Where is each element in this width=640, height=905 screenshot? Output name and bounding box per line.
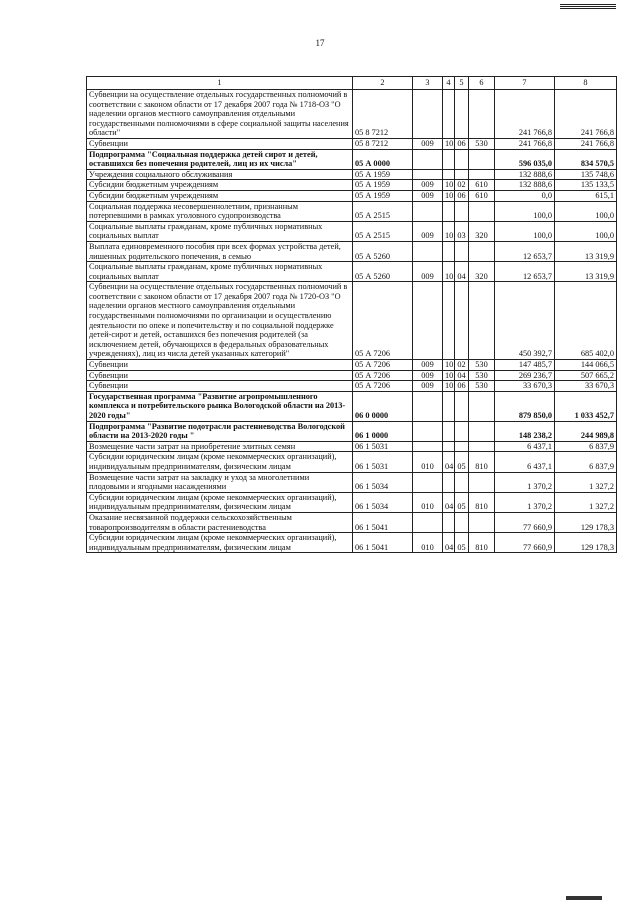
expense-type-cell <box>469 201 495 221</box>
table-header-row <box>87 77 617 90</box>
subsection-code-cell: 06 <box>455 381 469 392</box>
subsection-code-cell <box>455 472 469 492</box>
column-header: 7 <box>495 77 555 90</box>
row-name-cell: Субсидии юридическим лицам (кроме некоммерческих организаций), индивидуальным предпринимателям, физическим лицам <box>87 452 353 472</box>
target-article-cell: 05 А 7206 <box>353 282 413 360</box>
table-row <box>87 190 617 201</box>
expense-type-cell: 530 <box>469 138 495 149</box>
row-name-cell: Оказание несвязанной поддержки сельскохозяйственным товаропроизводителям в области растениеводства <box>87 512 353 532</box>
page-number: 17 <box>315 38 325 48</box>
table-row <box>87 492 617 512</box>
table-row <box>87 138 617 149</box>
department-code-cell: 009 <box>413 381 443 392</box>
department-code-cell: 010 <box>413 452 443 472</box>
amount-year1-cell: 241 766,8 <box>495 90 555 139</box>
column-header: 4 <box>443 77 455 90</box>
row-name-cell: Учреждения социального обслуживания <box>87 169 353 180</box>
target-article-cell: 06 1 5041 <box>353 512 413 532</box>
subsection-code-cell: 06 <box>455 138 469 149</box>
subsection-code-cell: 06 <box>455 190 469 201</box>
amount-year1-cell: 0,0 <box>495 190 555 201</box>
expense-type-cell <box>469 421 495 441</box>
subsection-code-cell <box>455 441 469 452</box>
department-code-cell: 009 <box>413 370 443 381</box>
department-code-cell <box>413 201 443 221</box>
amount-year2-cell: 100,0 <box>555 201 617 221</box>
table-row <box>87 441 617 452</box>
department-code-cell: 009 <box>413 190 443 201</box>
amount-year2-cell: 135 133,5 <box>555 180 617 191</box>
expense-type-cell: 810 <box>469 533 495 553</box>
section-code-cell <box>443 282 455 360</box>
department-code-cell: 009 <box>413 221 443 241</box>
department-code-cell <box>413 169 443 180</box>
target-article-cell: 05 А 5260 <box>353 262 413 282</box>
row-name-cell: Субвенции <box>87 370 353 381</box>
amount-year1-cell: 100,0 <box>495 201 555 221</box>
section-code-cell: 10 <box>443 221 455 241</box>
amount-year2-cell: 1 327,2 <box>555 492 617 512</box>
amount-year2-cell: 33 670,3 <box>555 381 617 392</box>
column-header: 8 <box>555 77 617 90</box>
target-article-cell: 06 1 5031 <box>353 441 413 452</box>
target-article-cell: 06 1 5034 <box>353 492 413 512</box>
table-row <box>87 370 617 381</box>
target-article-cell: 06 0 0000 <box>353 391 413 421</box>
row-name-cell: Социальные выплаты гражданам, кроме публичных нормативных социальных выплат <box>87 262 353 282</box>
table-row <box>87 421 617 441</box>
amount-year1-cell: 12 653,7 <box>495 262 555 282</box>
department-code-cell: 010 <box>413 492 443 512</box>
department-code-cell <box>413 90 443 139</box>
amount-year1-cell: 77 660,9 <box>495 533 555 553</box>
section-code-cell: 04 <box>443 533 455 553</box>
row-name-cell: Социальные выплаты гражданам, кроме публичных нормативных социальных выплат <box>87 221 353 241</box>
expense-type-cell: 610 <box>469 190 495 201</box>
target-article-cell: 05 А 1959 <box>353 169 413 180</box>
amount-year2-cell: 241 766,8 <box>555 138 617 149</box>
table-row <box>87 282 617 360</box>
target-article-cell: 06 1 5041 <box>353 533 413 553</box>
expense-type-cell: 530 <box>469 370 495 381</box>
section-code-cell: 10 <box>443 190 455 201</box>
target-article-cell: 05 А 0000 <box>353 149 413 169</box>
target-article-cell: 06 1 5031 <box>353 452 413 472</box>
section-code-cell <box>443 512 455 532</box>
section-code-cell <box>443 441 455 452</box>
subsection-code-cell <box>455 282 469 360</box>
expense-type-cell <box>469 512 495 532</box>
row-name-cell: Возмещение части затрат на закладку и уход за многолетними плодовыми и ягодными насаждениями <box>87 472 353 492</box>
section-code-cell <box>443 149 455 169</box>
department-code-cell: 009 <box>413 262 443 282</box>
table-row <box>87 391 617 421</box>
amount-year2-cell: 135 748,6 <box>555 169 617 180</box>
table-row <box>87 360 617 371</box>
expense-type-cell: 320 <box>469 262 495 282</box>
row-name-cell: Субсидии юридическим лицам (кроме некоммерческих организаций), индивидуальным предпринимателям, физическим лицам <box>87 492 353 512</box>
section-code-cell <box>443 472 455 492</box>
department-code-cell: 010 <box>413 533 443 553</box>
table-row <box>87 90 617 139</box>
expense-type-cell <box>469 472 495 492</box>
subsection-code-cell: 02 <box>455 360 469 371</box>
row-name-cell: Социальная поддержка несовершеннолетним, признанным потерпевшими в рамках уголовного судопроизводства <box>87 201 353 221</box>
row-name-cell: Субсидии юридическим лицам (кроме некоммерческих организаций), индивидуальным предпринимателям, физическим лицам <box>87 533 353 553</box>
column-header: 2 <box>353 77 413 90</box>
target-article-cell: 05 А 5260 <box>353 241 413 261</box>
table-row <box>87 241 617 261</box>
subsection-code-cell <box>455 90 469 139</box>
subsection-code-cell <box>455 169 469 180</box>
target-article-cell: 06 1 0000 <box>353 421 413 441</box>
table-row <box>87 180 617 191</box>
amount-year1-cell: 1 370,2 <box>495 492 555 512</box>
table-row <box>87 149 617 169</box>
table-row <box>87 262 617 282</box>
amount-year1-cell: 6 437,1 <box>495 452 555 472</box>
subsection-code-cell: 04 <box>455 262 469 282</box>
section-code-cell: 10 <box>443 381 455 392</box>
amount-year1-cell: 596 035,0 <box>495 149 555 169</box>
section-code-cell <box>443 201 455 221</box>
row-name-cell: Субсидии бюджетным учреждениям <box>87 180 353 191</box>
row-name-cell: Субвенции на осуществление отдельных государственных полномочий в соответствии с законом области от 17 декабря 2007 года № 1720-ОЗ "О наделении органов местного самоуправления отдельными государственными полномочиями по организации и осуществлению деятельности по опеке и попечительству и по социальной поддержке детей-сирот и детей, оставшихся без попечения родителей (за исключением детей, обучающихся в федеральных образовательных учреждениях), лиц из числа детей указанных категорий" <box>87 282 353 360</box>
amount-year1-cell: 450 392,7 <box>495 282 555 360</box>
expense-type-cell: 530 <box>469 360 495 371</box>
subsection-code-cell: 02 <box>455 180 469 191</box>
subsection-code-cell: 05 <box>455 492 469 512</box>
expense-type-cell <box>469 90 495 139</box>
section-code-cell <box>443 241 455 261</box>
column-header: 1 <box>87 77 353 90</box>
scan-mark-bottom <box>566 896 602 900</box>
expense-type-cell <box>469 169 495 180</box>
target-article-cell: 05 8 7212 <box>353 90 413 139</box>
table-row <box>87 512 617 532</box>
scan-mark-top <box>560 4 616 9</box>
subsection-code-cell: 03 <box>455 221 469 241</box>
amount-year1-cell: 148 238,2 <box>495 421 555 441</box>
amount-year1-cell: 879 850,0 <box>495 391 555 421</box>
amount-year2-cell: 13 319,9 <box>555 241 617 261</box>
amount-year2-cell: 507 665,2 <box>555 370 617 381</box>
amount-year2-cell: 834 570,5 <box>555 149 617 169</box>
amount-year2-cell: 6 837,9 <box>555 441 617 452</box>
row-name-cell: Подпрограмма "Развитие подотрасли растениеводства Вологодской области на 2013-2020 годы " <box>87 421 353 441</box>
amount-year1-cell: 12 653,7 <box>495 241 555 261</box>
department-code-cell <box>413 512 443 532</box>
row-name-cell: Возмещение части затрат на приобретение элитных семян <box>87 441 353 452</box>
department-code-cell <box>413 149 443 169</box>
department-code-cell <box>413 441 443 452</box>
section-code-cell: 10 <box>443 138 455 149</box>
expense-type-cell: 810 <box>469 452 495 472</box>
subsection-code-cell <box>455 241 469 261</box>
target-article-cell: 05 А 1959 <box>353 180 413 191</box>
department-code-cell <box>413 391 443 421</box>
subsection-code-cell: 05 <box>455 452 469 472</box>
target-article-cell: 05 А 2515 <box>353 201 413 221</box>
amount-year2-cell: 241 766,8 <box>555 90 617 139</box>
department-code-cell: 009 <box>413 180 443 191</box>
expense-type-cell: 810 <box>469 492 495 512</box>
amount-year2-cell: 144 066,5 <box>555 360 617 371</box>
amount-year1-cell: 6 437,1 <box>495 441 555 452</box>
target-article-cell: 05 А 2515 <box>353 221 413 241</box>
expense-type-cell <box>469 149 495 169</box>
row-name-cell: Субвенции <box>87 138 353 149</box>
table-row <box>87 533 617 553</box>
target-article-cell: 05 А 7206 <box>353 370 413 381</box>
subsection-code-cell: 04 <box>455 370 469 381</box>
row-name-cell: Субвенции <box>87 360 353 371</box>
expense-type-cell: 530 <box>469 381 495 392</box>
amount-year2-cell: 100,0 <box>555 221 617 241</box>
section-code-cell: 10 <box>443 360 455 371</box>
expense-type-cell: 610 <box>469 180 495 191</box>
amount-year1-cell: 77 660,9 <box>495 512 555 532</box>
section-code-cell: 10 <box>443 180 455 191</box>
target-article-cell: 06 1 5034 <box>353 472 413 492</box>
amount-year2-cell: 13 319,9 <box>555 262 617 282</box>
subsection-code-cell <box>455 391 469 421</box>
section-code-cell <box>443 421 455 441</box>
amount-year1-cell: 132 888,6 <box>495 180 555 191</box>
section-code-cell: 10 <box>443 370 455 381</box>
department-code-cell <box>413 241 443 261</box>
department-code-cell <box>413 421 443 441</box>
row-name-cell: Субсидии бюджетным учреждениям <box>87 190 353 201</box>
row-name-cell: Государственная программа "Развитие агропромышленного комплекса и потребительского рынка Вологодской области на 2013-2020 годы" <box>87 391 353 421</box>
amount-year2-cell: 6 837,9 <box>555 452 617 472</box>
subsection-code-cell <box>455 421 469 441</box>
column-header: 6 <box>469 77 495 90</box>
target-article-cell: 05 А 7206 <box>353 381 413 392</box>
amount-year1-cell: 132 888,6 <box>495 169 555 180</box>
amount-year2-cell: 129 178,3 <box>555 512 617 532</box>
table-row <box>87 201 617 221</box>
amount-year1-cell: 1 370,2 <box>495 472 555 492</box>
amount-year1-cell: 241 766,8 <box>495 138 555 149</box>
subsection-code-cell: 05 <box>455 533 469 553</box>
amount-year1-cell: 269 236,7 <box>495 370 555 381</box>
amount-year2-cell: 129 178,3 <box>555 533 617 553</box>
amount-year2-cell: 1 033 452,7 <box>555 391 617 421</box>
amount-year2-cell: 1 327,2 <box>555 472 617 492</box>
department-code-cell: 009 <box>413 360 443 371</box>
subsection-code-cell <box>455 512 469 532</box>
subsection-code-cell <box>455 149 469 169</box>
amount-year1-cell: 33 670,3 <box>495 381 555 392</box>
table-row <box>87 381 617 392</box>
column-header: 3 <box>413 77 443 90</box>
section-code-cell: 04 <box>443 492 455 512</box>
column-header: 5 <box>455 77 469 90</box>
section-code-cell <box>443 90 455 139</box>
expense-type-cell: 320 <box>469 221 495 241</box>
section-code-cell <box>443 391 455 421</box>
amount-year1-cell: 100,0 <box>495 221 555 241</box>
department-code-cell <box>413 282 443 360</box>
target-article-cell: 05 А 1959 <box>353 190 413 201</box>
row-name-cell: Субвенции <box>87 381 353 392</box>
row-name-cell: Субвенции на осуществление отдельных государственных полномочий в соответствии с законом области от 17 декабря 2007 года № 1718-ОЗ "О наделении органов местного самоуправления отдельными государственными полномочиями в сфере социальной защиты населения области" <box>87 90 353 139</box>
expense-type-cell <box>469 391 495 421</box>
table-row <box>87 472 617 492</box>
target-article-cell: 05 А 7206 <box>353 360 413 371</box>
expense-type-cell <box>469 441 495 452</box>
section-code-cell <box>443 169 455 180</box>
section-code-cell: 10 <box>443 262 455 282</box>
section-code-cell: 04 <box>443 452 455 472</box>
amount-year2-cell: 244 989,8 <box>555 421 617 441</box>
amount-year2-cell: 685 402,0 <box>555 282 617 360</box>
amount-year2-cell: 615,1 <box>555 190 617 201</box>
expense-type-cell <box>469 282 495 360</box>
table-row <box>87 169 617 180</box>
budget-table <box>86 76 617 553</box>
subsection-code-cell <box>455 201 469 221</box>
table-row <box>87 452 617 472</box>
expense-type-cell <box>469 241 495 261</box>
department-code-cell <box>413 472 443 492</box>
target-article-cell: 05 8 7212 <box>353 138 413 149</box>
department-code-cell: 009 <box>413 138 443 149</box>
row-name-cell: Выплата единовременного пособия при всех формах устройства детей, лишенных родительского попечения, в семью <box>87 241 353 261</box>
amount-year1-cell: 147 485,7 <box>495 360 555 371</box>
table-row <box>87 221 617 241</box>
row-name-cell: Подпрограмма "Социальная поддержка детей сирот и детей, оставшихся без попечения родителей, лиц из их числа" <box>87 149 353 169</box>
